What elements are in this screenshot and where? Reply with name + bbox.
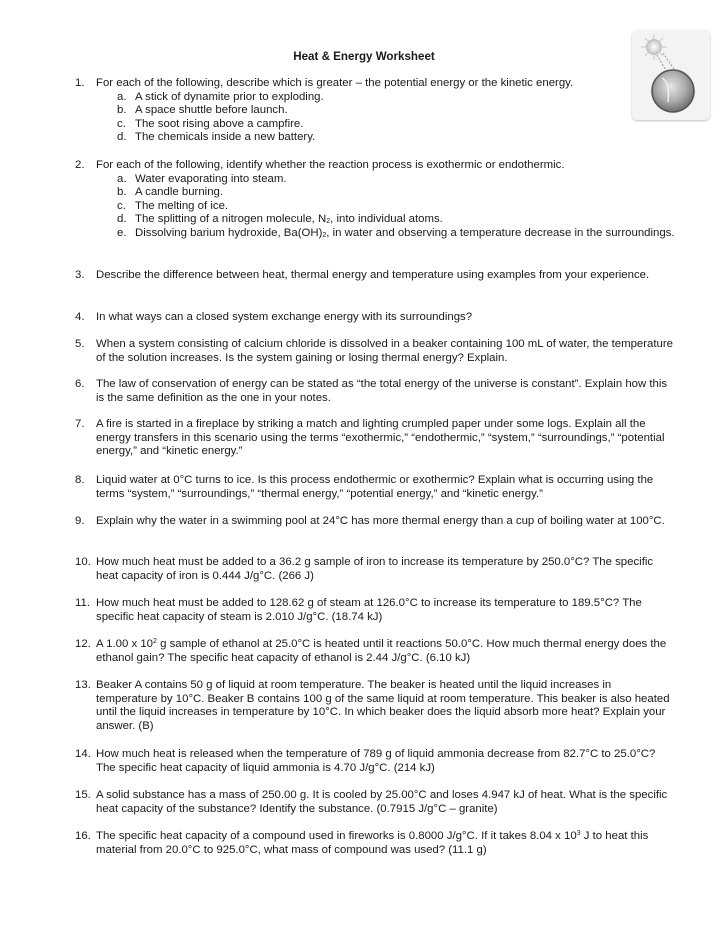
question-16: 16. The specific heat capacity of a compound used in fireworks is 0.8000 J/g°C. If it takes 8.04 x $10^3$ J to heat this material from 20.0°C to 925.0°C, what mass of compound was used? (11.1 g) [75,830,675,857]
question-text: Describe the difference between heat, thermal energy and temperature using examples from your experience. [96,269,650,281]
sub-item: c. The melting of ice. [117,199,229,212]
question-text: When a system consisting of calcium chloride is dissolved in a beaker containing 100 mL of water, the temperature of the solution increases. Is the system gaining or losing thermal energy? Explain. [96,338,673,364]
question-text: Explain why the water in a swimming pool at 24°C has more thermal energy than a cup of boiling water at 100°C. [96,515,665,527]
question-text: For each of the following, identify whether the reaction process is exothermic or endothermic. [96,159,565,171]
question-text: Liquid water at 0°C turns to ice. Is this process endothermic or exothermic? Explain what is occurring using the terms “system,” “surroundings,” “thermal energy,” “potential energy,” and “kinetic energy.” [96,474,654,500]
question-7: 7. A fire is started in a fireplace by striking a match and lighting crumpled paper under some logs. Explain all the energy transfers in this scenario using the terms “exothermic,” “endothermic,” “system,” “surroundings,” “potential energy,” and “kinetic energy.” [75,418,675,459]
question-15: 15. A solid substance has a mass of 250.00 g. It is cooled by 25.00°C and loses 4.947 kJ of heat. What is the specific heat capacity of the substance? Identify the substance. (0.7915 J/g°C – granite) [75,789,675,816]
sub-item: b. A candle burning. [117,186,224,199]
question-1 [75,77,675,145]
question-text: How much heat must be added to a 36.2 g sample of iron to increase its temperature by 250.0°C? The specific heat capacity of iron is 0.444 J/g°C. (266 J) [96,556,654,582]
question-8: 8. Liquid water at 0°C turns to ice. Is this process endothermic or exothermic? Explain what is occurring using the terms “system,” “surroundings,” “thermal energy,” “potential energy,” and “kinetic energy.” [75,474,675,501]
question-number: 1. [75,77,85,89]
question-text: A solid substance has a mass of 250.00 g. It is cooled by 25.00°C and loses 4.947 kJ of heat. What is the specific heat capacity of the substance? Identify the substance. (0.7915 J/g°C – granite) [96,789,668,815]
question-text: How much heat must be added to 128.62 g of steam at 126.0°C to increase its temperature to 189.5°C? The specific heat capacity of steam is 2.010 J/g°C. (18.74 kJ) [96,597,642,623]
question-3: 3. Describe the difference between heat, thermal energy and temperature using examples from your experience. [75,269,675,283]
question-4: 4. In what ways can a closed system exchange energy with its surroundings? [75,311,675,325]
question-6: 6. The law of conservation of energy can be stated as “the total energy of the universe is constant”. Explain how this is the same definition as the one in your notes. [75,378,675,405]
question-5: 5. When a system consisting of calcium chloride is dissolved in a beaker containing 100 mL of water, the temperature of the solution increases. Is the system gaining or losing thermal energy? Explain. [75,338,673,364]
worksheet-title: Heat & Energy Worksheet [293,50,435,63]
sub-item: d. The splitting of a nitrogen molecule, $N_2$, into individual atoms. [117,213,443,226]
question-text: A fire is started in a fireplace by striking a match and lighting crumpled paper under some logs. Explain all the energy transfers in this scenario using the terms “exothermic,” “endothermic,” “system,” “surroundings,” “potential energy,” and “kinetic energy.” [96,418,665,458]
sub-item: a. Water evaporating into steam. [117,172,287,185]
sub-item: e. Dissolving barium hydroxide, $Ba(OH)_2$, in water and observing a temperature decrease in the surroundings. [117,226,675,239]
question-number: 2. [75,159,85,171]
question-2 [75,159,675,241]
question-text: In what ways can a closed system exchange energy with its surroundings? [96,311,473,323]
question-14: 14. How much heat is released when the temperature of 789 g of liquid ammonia decrease from 82.7°C to 25.0°C? The specific heat capacity of liquid ammonia is 4.70 J/g°C. (214 kJ) [75,748,675,775]
sub-item: c. The soot rising above a campfire. [117,117,304,130]
sub-item: a. A stick of dynamite prior to exploding. [117,90,324,103]
question-text: For each of the following, describe which is greater – the potential energy or the kinetic energy. [96,77,574,89]
question-text: How much heat is released when the temperature of 789 g of liquid ammonia decrease from 82.7°C to 25.0°C? The specific heat capacity of liquid ammonia is 4.70 J/g°C. (214 kJ) [96,748,656,774]
question-12: 12. A 1.00 x $10^2$ g sample of ethanol at 25.0°C is heated until it reactions 50.0°C. How much thermal energy does the ethanol gain? The specific heat capacity of ethanol is 2.44 J/g°C. (6.10 kJ) [75,638,675,665]
question-text: The law of conservation of energy can be stated as “the total energy of the universe is constant”. Explain how this is the same definition as the one in your notes. [96,378,668,404]
question-9: 9. Explain why the water in a swimming pool at 24°C has more thermal energy than a cup of boiling water at 100°C. [75,515,675,529]
question-13: 13. Beaker A contains 50 g of liquid at room temperature. The beaker is heated until the liquid increases in temperature by 10°C. Beaker B contains 100 g of the same liquid at room temperature. This beaker is also heated until the liquid increases in temperature by 10°C. In which beaker does the liquid absorb more heat? Explain your answer. (B) [75,679,675,733]
sub-item: d. The chemicals inside a new battery. [117,131,316,144]
sub-item: b. A space shuttle before launch. [117,104,288,117]
question-11: 11. How much heat must be added to 128.62 g of steam at 126.0°C to increase its temperature to 189.5°C? The specific heat capacity of steam is 2.010 J/g°C. (18.74 kJ) [75,597,675,624]
question-10: 10. How much heat must be added to a 36.2 g sample of iron to increase its temperature by 250.0°C? The specific heat capacity of iron is 0.444 J/g°C. (266 J) [75,556,675,583]
question-text: Beaker A contains 50 g of liquid at room temperature. The beaker is heated until the liquid increases in temperature by 10°C. Beaker B contains 100 g of the same liquid at room temperature. This beaker is also heated until the liquid increases in temperature by 10°C. In which beaker does the liquid absorb more heat? Explain your answer. (B) [96,679,670,732]
question-text: The specific heat capacity of a compound used in fireworks is 0.8000 J/g°C. If it takes 8.04 x $10^3$ J to heat this material from 20.0°C to 925.0°C, what mass of compound was used? (11.1 g) [96,830,649,856]
question-text: A 1.00 x $10^2$ g sample of ethanol at 25.0°C is heated until it reactions 50.0°C. How much thermal energy does the ethanol gain? The specific heat capacity of ethanol is 2.44 J/g°C. (6.10 kJ) [96,638,667,664]
